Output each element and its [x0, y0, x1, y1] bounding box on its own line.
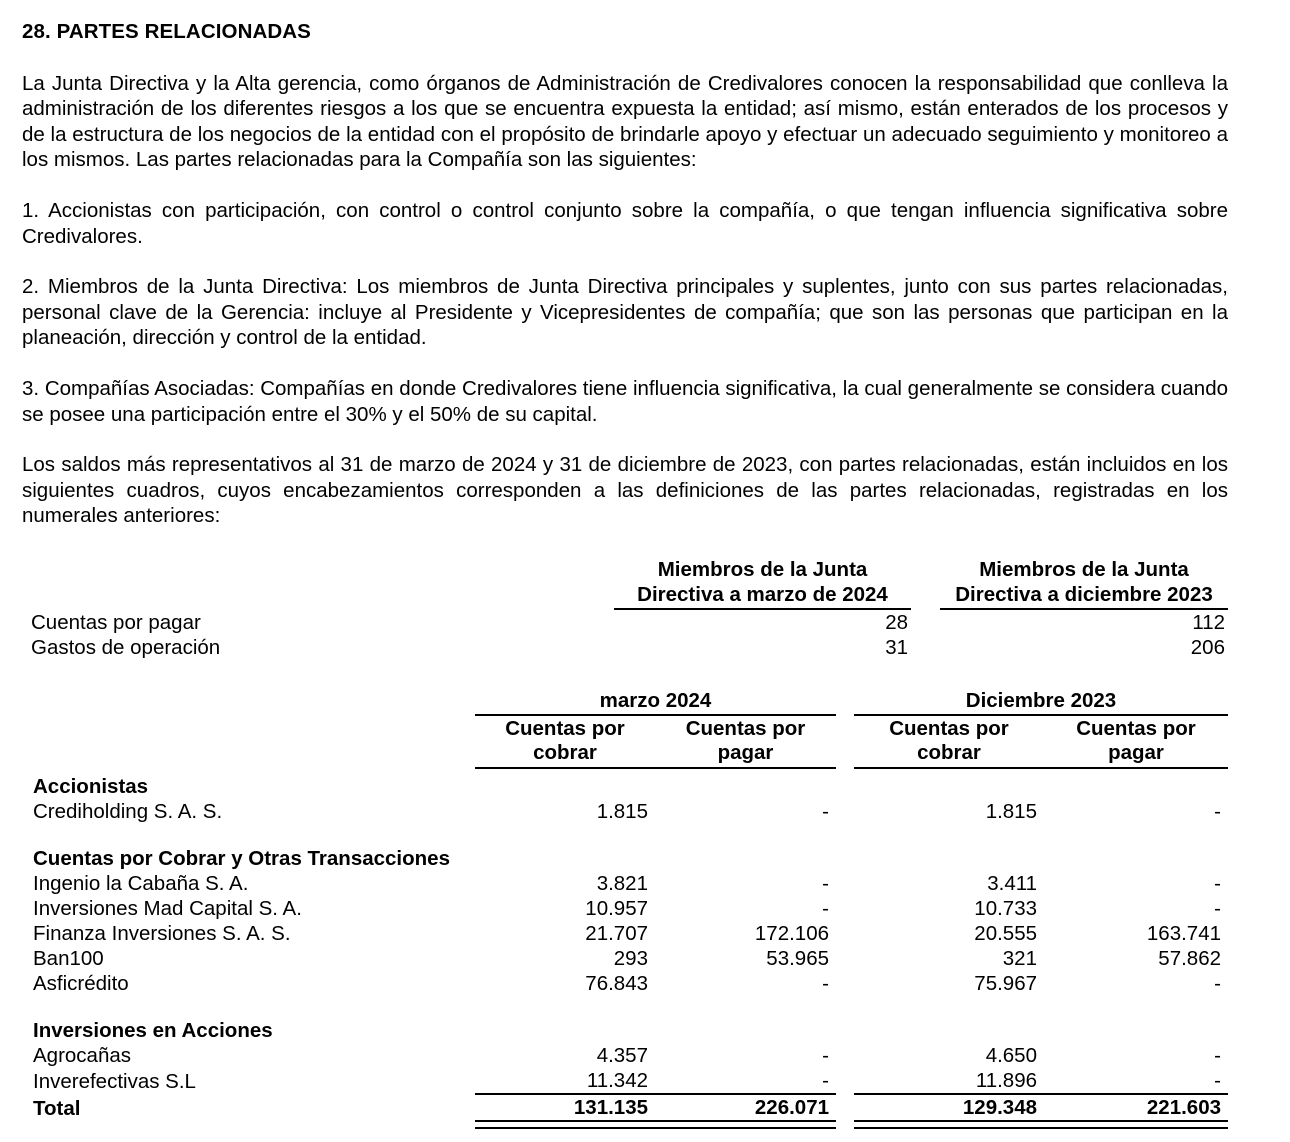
group-header-marzo: marzo 2024	[475, 688, 836, 715]
row-dic-cobrar: 4.650	[985, 1043, 1037, 1067]
row-label: Agrocañas	[33, 1043, 132, 1067]
row-dic-pagar: 57.862	[1158, 946, 1221, 970]
empty-corner	[22, 715, 475, 768]
rule-seg-3	[854, 1121, 1044, 1128]
empty-corner	[22, 688, 475, 715]
col-header-line1: Cuentas por	[889, 716, 1009, 740]
row-mar-cobrar: 3.821	[596, 871, 648, 895]
row-dic-cobrar: 3.411	[987, 871, 1037, 895]
row-mar-cobrar: 76.843	[585, 971, 648, 995]
section-heading-0: Accionistas	[33, 774, 149, 798]
row-dic-cobrar: 75.967	[974, 971, 1037, 995]
row-gap	[911, 609, 940, 635]
row-mar-cobrar: 4.357	[596, 1043, 648, 1067]
row-dic-cobrar: 1.815	[985, 799, 1037, 823]
row-mar-pagar: -	[822, 896, 829, 920]
col-header-mar-cobrar	[475, 715, 655, 768]
col-header-line1: Cuentas por	[505, 716, 625, 740]
section-heading-fill	[475, 774, 1228, 799]
table-row	[22, 799, 1228, 824]
row-dic-cobrar: 10.733	[974, 896, 1037, 920]
group-header-diciembre: Diciembre 2023	[854, 688, 1228, 715]
board-row-label-1: Gastos de operación	[31, 635, 221, 659]
section-heading-row	[22, 774, 1228, 799]
table-related-parties-detail	[22, 688, 1228, 1129]
row-gap	[836, 799, 854, 824]
header-gap-2	[911, 557, 940, 609]
section-heading-fill	[475, 1018, 1228, 1043]
header-gap-1	[585, 557, 614, 609]
col-header-line2: cobrar	[917, 740, 981, 764]
section-heading-fill	[475, 846, 1228, 871]
row-label: Crediholding S. A. S.	[33, 799, 223, 823]
section-heading-1: Cuentas por Cobrar y Otras Transacciones	[33, 846, 450, 870]
table-board-header-row	[22, 557, 1228, 609]
row-mar-cobrar: 21.707	[585, 921, 648, 945]
section-heading-row	[22, 1018, 1228, 1043]
table-row	[22, 896, 1228, 921]
board-row-marzo-0: 28	[885, 610, 908, 634]
paragraph-intro: La Junta Directiva y la Alta gerencia, como órganos de Administración de Credivalores conocen la responsabilidad que conlleva la administración de los diferentes riesgos a los que se encuentra expuesta la entidad; así mismo, están enterados de los procesos y de la estructura de los negocios de la entidad con el propósito de brindarle apoyo y efectuar un adecuado seguimiento y monitoreo a los mismos. Las partes relacionadas para la Compañía son las siguientes:	[22, 71, 1228, 172]
board-header-marzo-line2: Directiva a marzo de 2024	[637, 582, 888, 606]
row-gap	[585, 635, 614, 660]
row-label: Inversiones Mad Capital S. A.	[33, 896, 302, 920]
col-header-line1: Cuentas por	[685, 716, 806, 740]
row-gap	[836, 921, 854, 946]
row-gap	[836, 946, 854, 971]
row-label: Ingenio la Cabaña S. A.	[33, 871, 249, 895]
col-header-line2: cobrar	[533, 740, 597, 764]
row-dic-pagar: -	[1214, 1068, 1221, 1092]
rule-gap	[836, 1121, 854, 1128]
table-row	[22, 921, 1228, 946]
page-title: 28. PARTES RELACIONADAS	[22, 20, 311, 43]
total-double-rule	[22, 1121, 1228, 1128]
row-dic-pagar: -	[1214, 799, 1221, 823]
row-gap	[836, 871, 854, 896]
paragraph-item-1: 1. Accionistas con participación, con control o control conjunto sobre la compañía, o que tengan influencia significativa sobre Credivalores.	[22, 198, 1228, 248]
paragraph-item-2: 2. Miembros de la Junta Directiva: Los miembros de Junta Directiva principales y suplentes, junto con sus partes relacionadas, personal clave de la Gerencia: incluye al Presidente y Vicepresidentes de compañía; que son las personas que participan en la planeación, dirección y control de la entidad.	[22, 275, 1228, 350]
row-mar-cobrar: 293	[613, 946, 648, 970]
row-dic-pagar: -	[1214, 971, 1221, 995]
row-mar-pagar: 172.106	[754, 921, 829, 945]
paragraph-item-3: 3. Compañías Asociadas: Compañías en donde Credivalores tiene influencia significativa, la cual generalmente se considera cuando se posee una participación entre el 30% y el 50% de su capital.	[22, 376, 1228, 426]
row-label: Asficrédito	[33, 971, 129, 995]
row-dic-cobrar: 321	[1002, 946, 1037, 970]
table-row	[22, 946, 1228, 971]
total-row	[22, 1094, 1228, 1121]
spacer-row	[22, 996, 1228, 1018]
table-row	[22, 1068, 1228, 1094]
total-mar-pagar: 226.071	[655, 1094, 836, 1121]
row-label: Ban100	[33, 946, 104, 970]
row-dic-cobrar: 20.555	[974, 921, 1037, 945]
row-mar-pagar: -	[822, 1068, 829, 1092]
table-row	[22, 971, 1228, 996]
table-board-members	[22, 557, 1228, 660]
board-row-diciembre-1: 206	[1190, 635, 1225, 659]
row-gap	[836, 896, 854, 921]
row-mar-pagar: -	[822, 799, 829, 823]
document-content	[22, 20, 1228, 1129]
row-label: Inverefectivas S.L	[33, 1069, 196, 1093]
col-header-dic-pagar	[1044, 715, 1228, 768]
total-dic-pagar: 221.603	[1044, 1094, 1228, 1121]
paragraph-tables-intro: Los saldos más representativos al 31 de marzo de 2024 y 31 de diciembre de 2023, con partes relacionadas, están incluidos en los siguientes cuadros, cuyos encabezamientos corresponden a las definiciones de las partes relacionadas, registradas en los numerales anteriores:	[22, 453, 1228, 528]
row-mar-cobrar: 11.342	[586, 1068, 648, 1092]
row-mar-pagar: 53.965	[766, 946, 829, 970]
table-row	[22, 609, 1228, 635]
rule-spacer	[22, 1121, 475, 1128]
col-header-mar-pagar	[655, 715, 836, 768]
row-gap	[911, 635, 940, 660]
board-header-diciembre-line2: Directiva a diciembre 2023	[955, 582, 1213, 606]
rule-seg-4	[1044, 1121, 1228, 1128]
row-gap	[585, 609, 614, 635]
col-header-line2: pagar	[717, 740, 774, 764]
table-row	[22, 871, 1228, 896]
board-header-diciembre	[940, 557, 1228, 609]
spacer-row	[22, 824, 1228, 846]
detail-group-header-row	[22, 688, 1228, 715]
board-row-label-0: Cuentas por pagar	[31, 610, 201, 634]
table-row	[22, 635, 1228, 660]
col-header-line1: Cuentas por	[1076, 716, 1196, 740]
empty-corner	[22, 557, 585, 609]
row-mar-pagar: -	[822, 1043, 829, 1067]
row-mar-pagar: -	[822, 871, 829, 895]
row-dic-pagar: -	[1214, 871, 1221, 895]
board-header-marzo	[614, 557, 911, 609]
rule-seg-1	[475, 1121, 655, 1128]
rule-seg-2	[655, 1121, 836, 1128]
row-dic-pagar: -	[1214, 1043, 1221, 1067]
row-gap	[836, 1043, 854, 1068]
row-dic-pagar: 163.741	[1146, 921, 1221, 945]
board-row-diciembre-0: 112	[1192, 610, 1225, 634]
row-dic-pagar: -	[1214, 896, 1221, 920]
row-dic-cobrar: 11.896	[975, 1068, 1037, 1092]
board-header-diciembre-line1: Miembros de la Junta	[979, 557, 1189, 581]
total-mar-cobrar: 131.135	[475, 1094, 655, 1121]
row-mar-cobrar: 1.815	[596, 799, 648, 823]
section-heading-2: Inversiones en Acciones	[33, 1018, 273, 1042]
total-dic-cobrar: 129.348	[854, 1094, 1044, 1121]
col-header-dic-cobrar	[854, 715, 1044, 768]
board-row-marzo-1: 31	[885, 635, 908, 659]
board-header-marzo-line1: Miembros de la Junta	[657, 557, 868, 581]
column-gap	[836, 715, 854, 768]
row-gap	[836, 1068, 854, 1094]
row-label: Finanza Inversiones S. A. S.	[33, 921, 291, 945]
section-heading-row	[22, 846, 1228, 871]
row-mar-pagar: -	[822, 971, 829, 995]
detail-column-header-row	[22, 715, 1228, 768]
row-gap	[836, 971, 854, 996]
group-gap	[836, 688, 854, 715]
row-mar-cobrar: 10.957	[585, 896, 648, 920]
col-header-line2: pagar	[1108, 740, 1164, 764]
total-label: Total	[33, 1096, 81, 1120]
table-row	[22, 1043, 1228, 1068]
total-gap	[836, 1094, 854, 1121]
